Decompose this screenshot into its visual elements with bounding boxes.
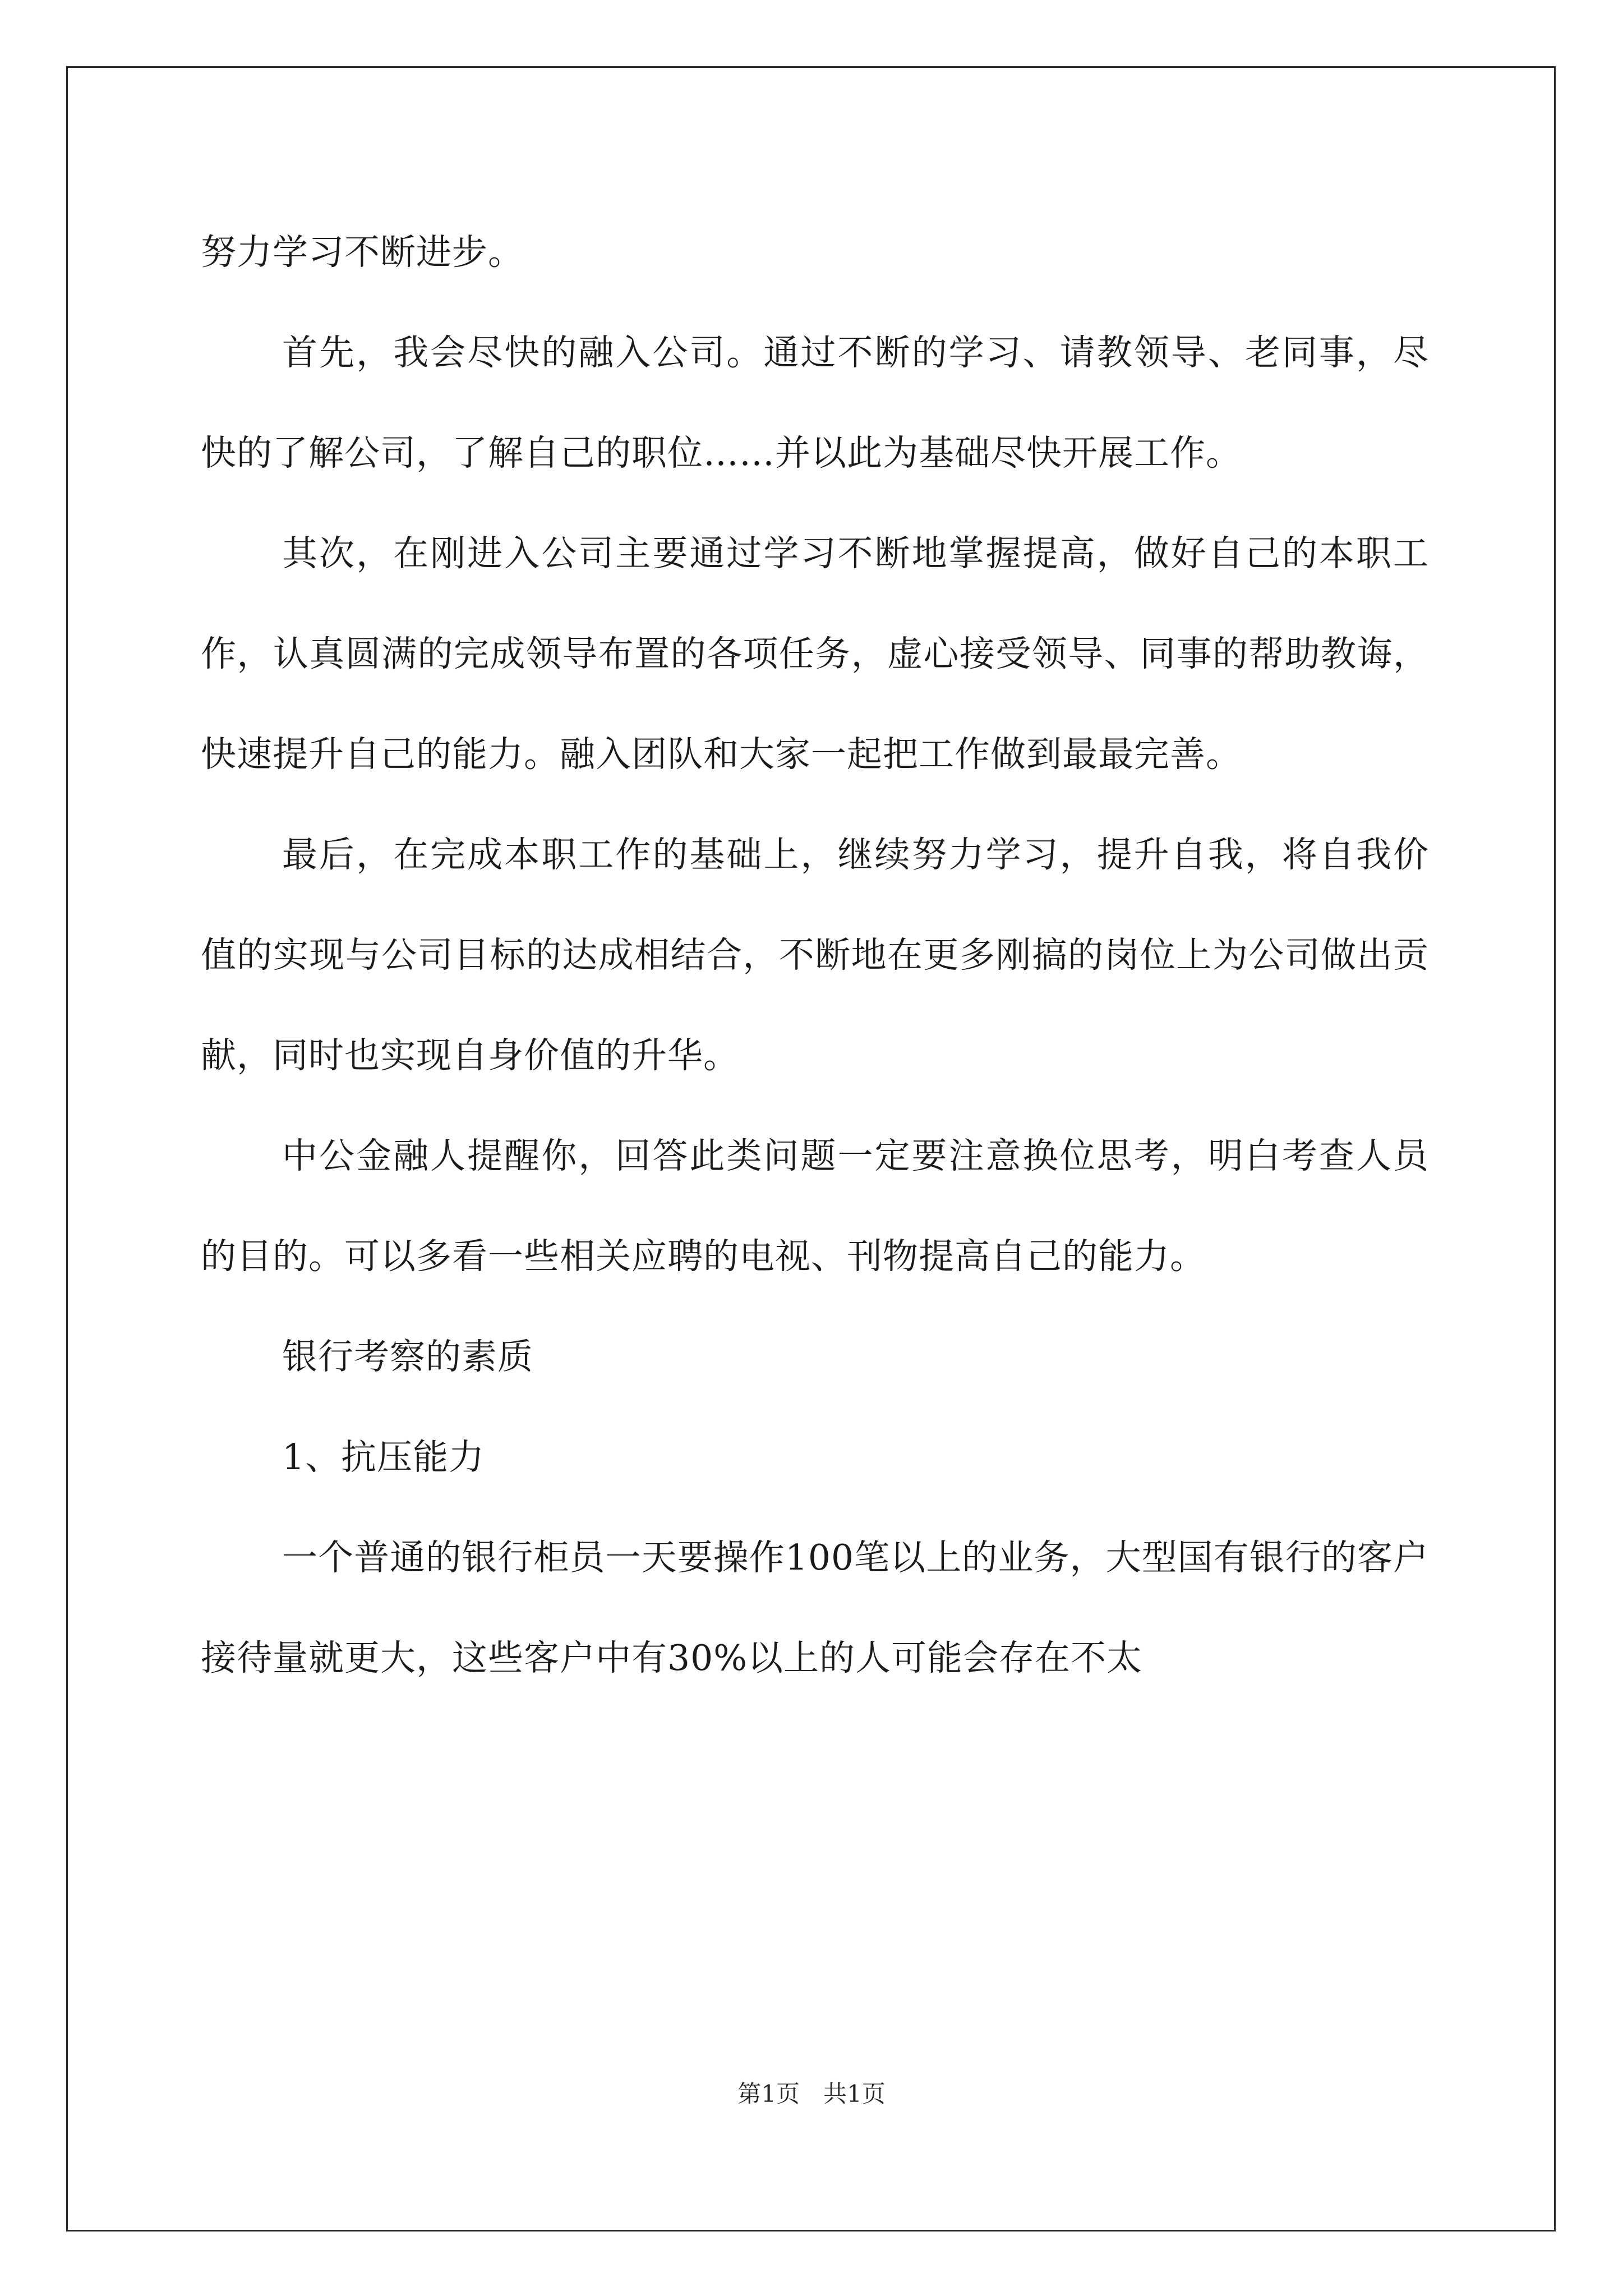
subsection-heading: 1、抗压能力 [282, 1437, 485, 1478]
paragraph-6: 一个普通的银行柜员一天要操作100笔以上的业务，大型国有银行的客户接待量就更大，这些客户中有30%以上的人可能会存在不太 [201, 1537, 1429, 1678]
section-heading: 银行考察的素质 [282, 1336, 533, 1377]
paragraph-2: 首先，我会尽快的融入公司。通过不断的学习、请教领导、老同事，尽快的了解公司，了解自己的职位……并以此为基础尽快开展工作。 [201, 332, 1429, 473]
paragraph-1: 努力学习不断进步。 [201, 232, 524, 273]
page-footer: 第1页 共1页 [737, 2080, 886, 2108]
document-body [201, 202, 1429, 1708]
paragraph-3: 其次，在刚进入公司主要通过学习不断地掌握提高，做好自己的本职工作，认真圆满的完成领导布置的各项任务，虚心接受领导、同事的帮助教诲，快速提升自己的能力。融入团队和大家一起把工作做到最最完善。 [201, 533, 1429, 775]
paragraph-5: 中公金融人提醒你，回答此类问题一定要注意换位思考，明白考查人员的目的。可以多看一些相关应聘的电视、刊物提高自己的能力。 [201, 1135, 1429, 1277]
paragraph-4: 最后，在完成本职工作的基础上，继续努力学习，提升自我，将自我价值的实现与公司目标的达成相结合，不断地在更多刚搞的岗位上为公司做出贡献，同时也实现自身价值的升华。 [201, 834, 1429, 1076]
